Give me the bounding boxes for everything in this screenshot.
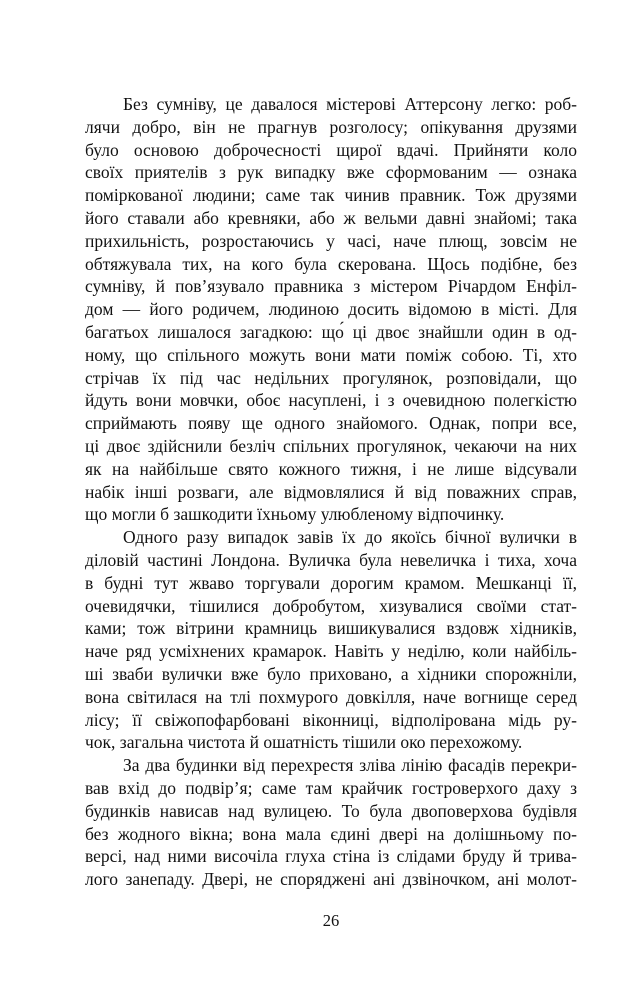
text-line: набік інші розваги, але відмовлялися й від поважних справ, [85, 481, 577, 502]
text-line: сприймають появу ще одного знайомого. Однак, попри все, [85, 413, 577, 434]
text-line: в будні тут жваво торгували дорогим крамом. Мешканці її, [85, 572, 577, 593]
text-line: стрічав їх під час недільних прогулянок, розповідали, що [85, 367, 577, 388]
page-number: 26 [322, 911, 340, 930]
text-line: лісу; її свіжопофарбовані віконниці, відполірована мідь ру- [85, 709, 577, 730]
paragraph [85, 93, 577, 526]
text-line: наче ряд усміхнених крамарок. Навіть у неділю, коли найбіль- [85, 641, 577, 662]
paragraph [85, 526, 577, 754]
text-line: багатьох лишалося загадкою: що́ ці двоє знайшли один в од- [85, 321, 577, 342]
text-line: його ставали або кревняки, або ж вельми давні знайомі; така [85, 207, 577, 228]
paragraph [85, 754, 577, 891]
text-line: без жодного вікна; вона мала єдині двері на долішньому по- [85, 823, 577, 844]
text-line: ці двоє здійснили безліч спільних прогулянок, чекаючи на них [85, 435, 577, 456]
text-line: поміркованої людини; саме так чинив правник. Тож друзями [85, 185, 577, 206]
text-line: Одного разу випадок завів їх до якоїсь бічної вулички в [123, 527, 577, 548]
text-line: лого занепаду. Двері, не споряджені ані дзвіночком, ані молот- [85, 869, 577, 890]
text-line: вав вхід до подвір’я; саме там крайчик гостроверхого даху з [85, 777, 577, 798]
text-line: ному, що спільного можуть вони мати поміж собою. Ті, хто [85, 344, 577, 365]
text-line: було основою доброчесності щирої вдачі. Прийняти коло [85, 139, 577, 160]
text-line: своїх приятелів з рук випадку вже сформованим — ознака [85, 162, 577, 183]
text-line: лячи добро, він не прагнув розголосу; опікування друзями [85, 116, 577, 137]
text-line: За два будинки від перехрестя зліва лінію фасадів перекри- [123, 755, 577, 776]
text-line: прихильність, розростаючись у часі, наче плющ, зовсім не [85, 230, 577, 251]
text-line: версі, над ними височіла глуха стіна із слідами бруду й трива- [85, 846, 577, 867]
text-line: ші зваби вулички вже було приховано, а хідники спорожніли, [85, 663, 577, 684]
text-line: ками; тож вітрини крамниць вишикувалися вздовж хідників, [85, 618, 577, 639]
text-line: діловій частині Лондона. Вуличка була невеличка і тиха, хоча [85, 549, 577, 570]
text-line: що могли б зашкодити їхньому улюбленому відпочинку. [85, 504, 505, 525]
text-line: як на найбільше свято кожного тижня, і не лише відсували [85, 458, 577, 479]
page-text [85, 93, 577, 891]
text-line: чок, загальна чистота й ошатність тішили око перехожому. [85, 732, 523, 753]
text-line: дом — його родичем, людиною досить відомою в місті. Для [85, 299, 577, 320]
text-line: вона світилася на тлі похмурого довкілля, наче вогнище серед [85, 686, 577, 707]
text-line: сумніву, й пов’язувало правника з містером Річардом Енфіл- [85, 276, 577, 297]
text-line: обтяжувала тих, на кого була скерована. Щось подібне, без [85, 253, 577, 274]
text-line: Без сумніву, це давалося містерові Аттерсону легко: роб- [123, 94, 577, 114]
text-line: будинків нависав над вулицею. То була двоповерхова будівля [85, 800, 577, 821]
text-line: очевидячки, тішилися добробутом, хизувалися своїми стат- [85, 595, 577, 616]
text-line: йдуть вони мовчки, обоє насуплені, і з очевидною полегкістю [85, 390, 577, 411]
